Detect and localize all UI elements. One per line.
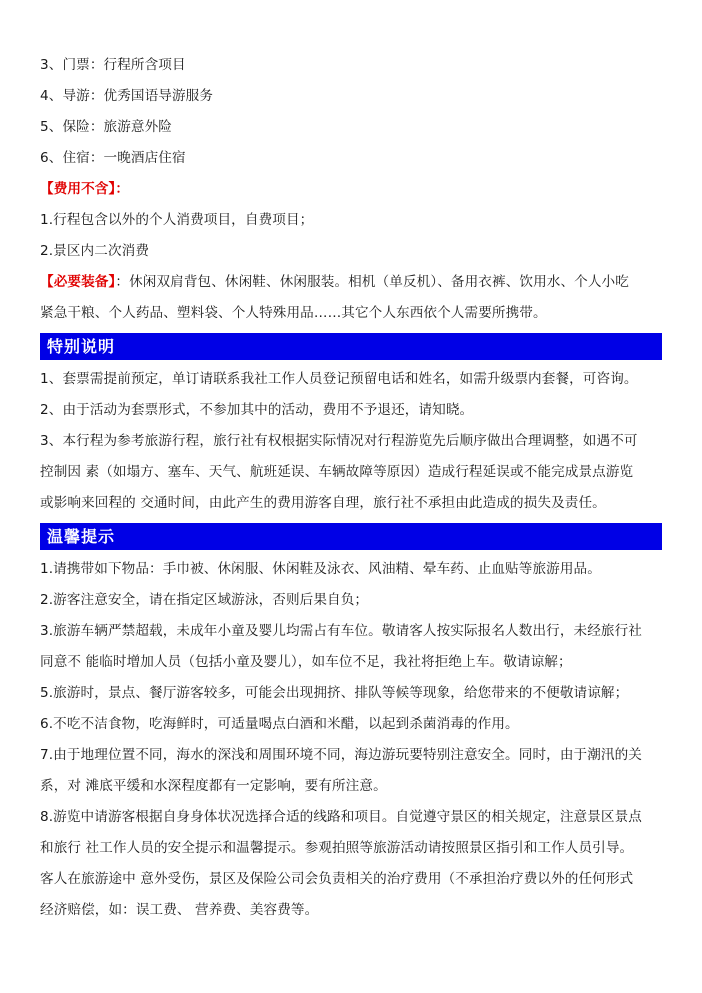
equipment-label: 【必要装备】 bbox=[40, 274, 116, 290]
equipment-line-2: 紧急干粮、个人药品、塑料袋、个人特殊用品……其它个人东西依个人需要所携带。 bbox=[40, 305, 547, 321]
special-notes-banner: 特别说明 bbox=[40, 333, 662, 360]
document-page bbox=[40, 50, 662, 926]
special-note-line: 控制因 素（如塌方、塞车、天气、航班延误、车辆故障等原因）造成行程延误或不能完成景点游览 bbox=[40, 464, 634, 480]
tip-line: 和旅行 社工作人员的安全提示和温馨提示。参观拍照等旅游活动请按照景区指引和工作人员引导。 bbox=[40, 840, 634, 856]
tip-line: 3.旅游车辆严禁超载，未成年小童及婴儿均需占有车位。敬请客人按实际报名人数出行，未经旅行社 bbox=[40, 623, 642, 639]
tip-line: 客人在旅游途中 意外受伤，景区及保险公司会负责相关的治疗费用（不承担治疗费以外的任何形式 bbox=[40, 871, 634, 887]
fees-excluded-heading bbox=[40, 174, 662, 205]
tip-line: 系，对 滩底平缓和水深程度都有一定影响，要有所注意。 bbox=[40, 778, 387, 794]
tip-line: 6.不吃不洁食物，吃海鲜时，可适量喝点白酒和米醋，以起到杀菌消毒的作用。 bbox=[40, 716, 519, 732]
fee-excluded-item: 1.行程包含以外的个人消费项目，自费项目； bbox=[40, 212, 314, 228]
special-note-line: 2、由于活动为套票形式，不参加其中的活动，费用不予退还，请知晓。 bbox=[40, 402, 474, 418]
fee-included-item: 6、住宿：一晚酒店住宿 bbox=[40, 150, 186, 166]
tip-line: 同意不 能临时增加人员（包括小童及婴儿），如车位不足，我社将拒绝上车。敬请谅解； bbox=[40, 654, 572, 670]
equipment-text: ：休闲双肩背包、休闲鞋、休闲服装。相机（单反机）、备用衣裤、饮用水、个人小吃 bbox=[115, 274, 629, 290]
fee-included-item: 3、门票：行程所含项目 bbox=[40, 57, 186, 73]
tip-line: 1.请携带如下物品：手巾被、休闲服、休闲鞋及泳衣、风油精、晕车药、止血贴等旅游用品。 bbox=[40, 561, 601, 577]
tip-line: 7.由于地理位置不同，海水的深浅和周围环境不同，海边游玩要特别注意安全。同时，由于潮汛的关 bbox=[40, 747, 642, 763]
fees-excluded-label: 【费用不含】 bbox=[40, 181, 116, 197]
special-note-line: 1、套票需提前预定，单订请联系我社工作人员登记预留电话和姓名，如需升级票内套餐，可咨询。 bbox=[40, 371, 638, 387]
tip-line: 8.游览中请游客根据自身身体状况选择合适的线路和项目。自觉遵守景区的相关规定，注意景区景点 bbox=[40, 809, 642, 825]
tip-line: 5.旅游时，景点、餐厅游客较多，可能会出现拥挤、排队等候等现象，给您带来的不便敬请谅解； bbox=[40, 685, 629, 701]
fee-included-item: 4、导游：优秀国语导游服务 bbox=[40, 88, 214, 104]
fee-excluded-item: 2.景区内二次消费 bbox=[40, 243, 150, 259]
fee-included-item: 5、保险：旅游意外险 bbox=[40, 119, 172, 135]
tip-line: 经济赔偿，如：误工费、 营养费、美容费等。 bbox=[40, 902, 319, 918]
special-note-line: 或影响来回程的 交通时间，由此产生的费用游客自理，旅行社不承担由此造成的损失及责任。 bbox=[40, 495, 606, 511]
special-note-line: 3、本行程为参考旅游行程，旅行社有权根据实际情况对行程游览先后顺序做出合理调整，如遇不可 bbox=[40, 433, 638, 449]
tip-line: 2.游客注意安全，请在指定区域游泳，否则后果自负； bbox=[40, 592, 369, 608]
equipment-line-1 bbox=[40, 267, 662, 298]
tips-banner: 温馨提示 bbox=[40, 523, 662, 550]
fees-excluded-suffix: ： bbox=[115, 181, 130, 197]
